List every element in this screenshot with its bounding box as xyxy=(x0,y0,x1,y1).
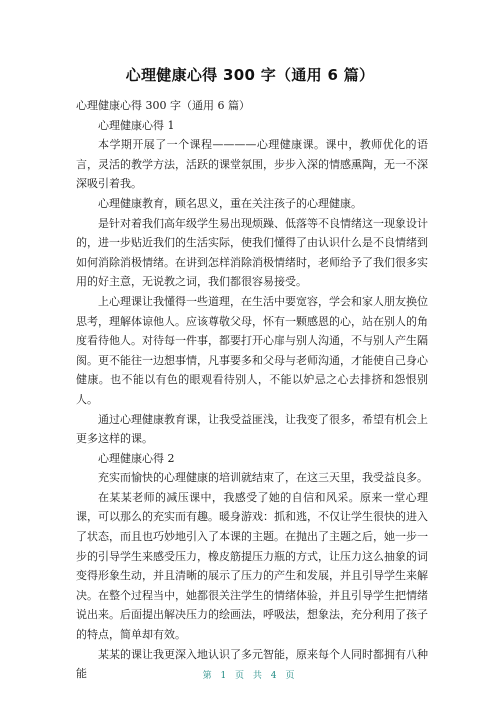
paragraph: 通过心理健康教育课，让我受益匪浅，让我变了很多，希望有机会上更多这样的课。 xyxy=(76,412,428,446)
paragraph: 本学期开展了一个课程————心理健康课。课中，教师优化的语言，灵活的教学方法，活跃的课堂氛围，步步入深的情感熏陶，无一不深深吸引着我。 xyxy=(76,138,428,191)
section-title-1: 心理健康心得 1 xyxy=(98,118,175,132)
heading-line: 心理健康心得 300 字（通用 6 篇） xyxy=(76,99,250,112)
paragraph: 某某的课让我更深入地认识了多元智能，原来每个人同时都拥有八种能 xyxy=(76,647,428,681)
paragraph: 心理健康教育，顾名思义，重在关注孩子的心理健康。 xyxy=(98,196,362,210)
paragraph: 上心理课让我懂得一些道理，在生活中要宽容，学会和家人朋友换位思考，理解体谅他人。应该尊敬父母，怀有一颗感恩的心，站在别人的角度看待他人。对待每一件事，都要打开心扉与别人沟通，不与别人产生隔阂。更不能往一边想事情，凡事要多和父母与老师沟通，才能使自己身心健康。也不能以有色的眼观看待别人，不能以妒忌之心去排挤和怨恨别人。 xyxy=(76,294,428,406)
paragraph: 充实而愉快的心理健康的培训就结束了，在这三天里，我受益良多。 xyxy=(98,471,428,485)
document-body xyxy=(76,96,428,684)
section-title-2: 心理健康心得 2 xyxy=(98,451,175,465)
page-number-footer: 第 1 页 共 4 页 xyxy=(202,671,298,681)
paragraph: 在某某老师的减压课中，我感受了她的自信和风采。原来一堂心理课，可以那么的充实而有趣。暖身游戏：抓和逃，不仅让学生很快的进入了状态，而且也巧妙地引入了本课的主题。在抛出了主题之后，她一步一步的引导学生来感受压力，橡皮筋提压力瓶的方式，让压力这么抽象的词变得形象生动，并且清晰的展示了压力的产生和发展，并且引导学生来解决。在整个过程当中，她都很关注学生的情绪体验，并且引导学生把情绪说出来。后面提出解决压力的绘画法，呼吸法，想象法，充分利用了孩子的特点，简单却有效。 xyxy=(76,490,428,642)
document-title: 心理健康心得 300 字（通用 6 篇） xyxy=(125,66,375,84)
paragraph: 是针对着我们高年级学生易出现烦躁、低落等不良情绪这一现象设计的，进一步贴近我们的生活实际，使我们懂得了由认识什么是不良情绪到如何消除消极情绪。在讲到怎样消除消极情绪时，老师给予了我们很多实用的好主意，无说教之词，我们都很容易接受。 xyxy=(76,216,428,289)
